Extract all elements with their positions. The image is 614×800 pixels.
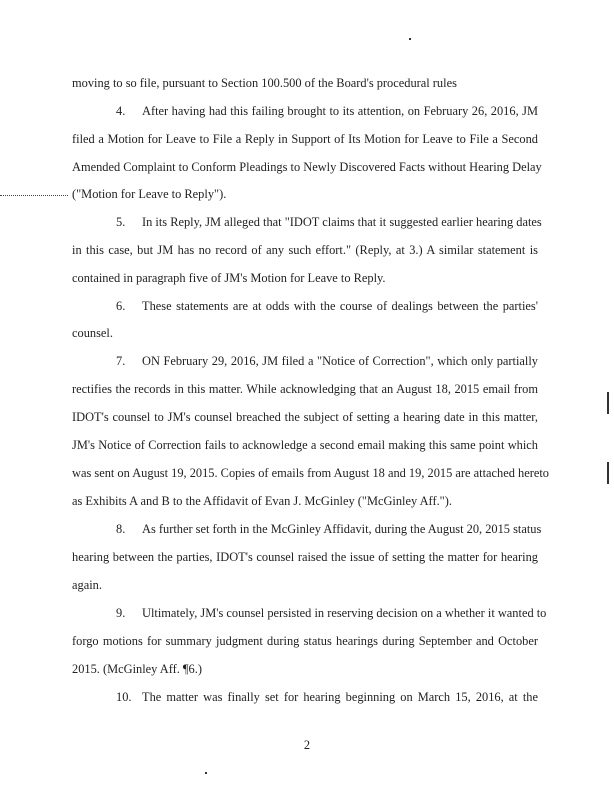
text-line: Amended Complaint to Conform Pleadings to Newly Discovered Facts without Hearing Delay [72,160,542,174]
scan-speck [205,772,207,774]
text-line: These statements are at odds with the course of dealings between the parties' [142,299,538,313]
text-line: 2015. (McGinley Aff. ¶6.) [72,662,202,676]
paragraph-8-line-1 [72,522,542,536]
text-line: JM's Notice of Correction fails to acknowledge a second email making this same point which [72,438,538,452]
text-line: hearing between the parties, IDOT's counsel raised the issue of setting the matter for hearing [72,550,538,564]
paragraph-10-line-1 [72,690,538,704]
paragraph-number: 4. [116,104,126,118]
page-number: 2 [303,738,311,752]
text-line: rectifies the records in this matter. While acknowledging that an August 18, 2015 email from [72,382,538,396]
paragraph-5-line-1 [72,215,542,229]
text-line: ON February 29, 2016, JM filed a "Notice of Correction", which only partially [142,354,538,368]
paragraph-number: 5. [116,215,126,229]
scan-edge-mark [607,392,609,414]
paragraph-number: 10. [116,690,132,704]
text-line: Ultimately, JM's counsel persisted in reserving decision on a whether it wanted to [142,606,547,620]
text-line: was sent on August 19, 2015. Copies of emails from August 18 and 19, 2015 are attached hereto [72,466,549,480]
scan-speck [409,38,411,40]
paragraph-number: 6. [116,299,126,313]
text-line: IDOT's counsel to JM's counsel breached the subject of setting a hearing date in this matter, [72,410,538,424]
paragraph-number: 9. [116,606,126,620]
paragraph-7-line-1 [72,354,538,368]
text-line: in this case, but JM has no record of any such effort." (Reply, at 3.) A similar statement is [72,243,538,257]
text-line: counsel. [72,326,113,340]
paragraph-number: 7. [116,354,126,368]
text-line: ("Motion for Leave to Reply"). [72,187,227,201]
text-line: as Exhibits A and B to the Affidavit of Evan J. McGinley ("McGinley Aff."). [72,494,452,508]
text-line: moving to so file, pursuant to Section 100.500 of the Board's procedural rules [72,76,457,90]
scan-edge-mark [607,462,609,484]
paragraph-6-line-1 [72,299,538,313]
text-line: filed a Motion for Leave to File a Reply in Support of Its Motion for Leave to File a Second [72,132,538,146]
text-line: contained in paragraph five of JM's Motion for Leave to Reply. [72,271,386,285]
paragraph-9-line-1 [72,606,547,620]
text-line: forgo motions for summary judgment during status hearings during September and October [72,634,538,648]
margin-dotted-mark [0,194,68,196]
text-line: In its Reply, JM alleged that "IDOT claims that it suggested earlier hearing dates [142,215,542,229]
text-line: The matter was finally set for hearing beginning on March 15, 2016, at the [142,690,538,704]
paragraph-number: 8. [116,522,126,536]
paragraph-4-line-1 [72,104,538,118]
text-line: After having had this failing brought to its attention, on February 26, 2016, JM [142,104,538,118]
text-line: again. [72,578,102,592]
text-line: As further set forth in the McGinley Affidavit, during the August 20, 2015 status [142,522,542,536]
